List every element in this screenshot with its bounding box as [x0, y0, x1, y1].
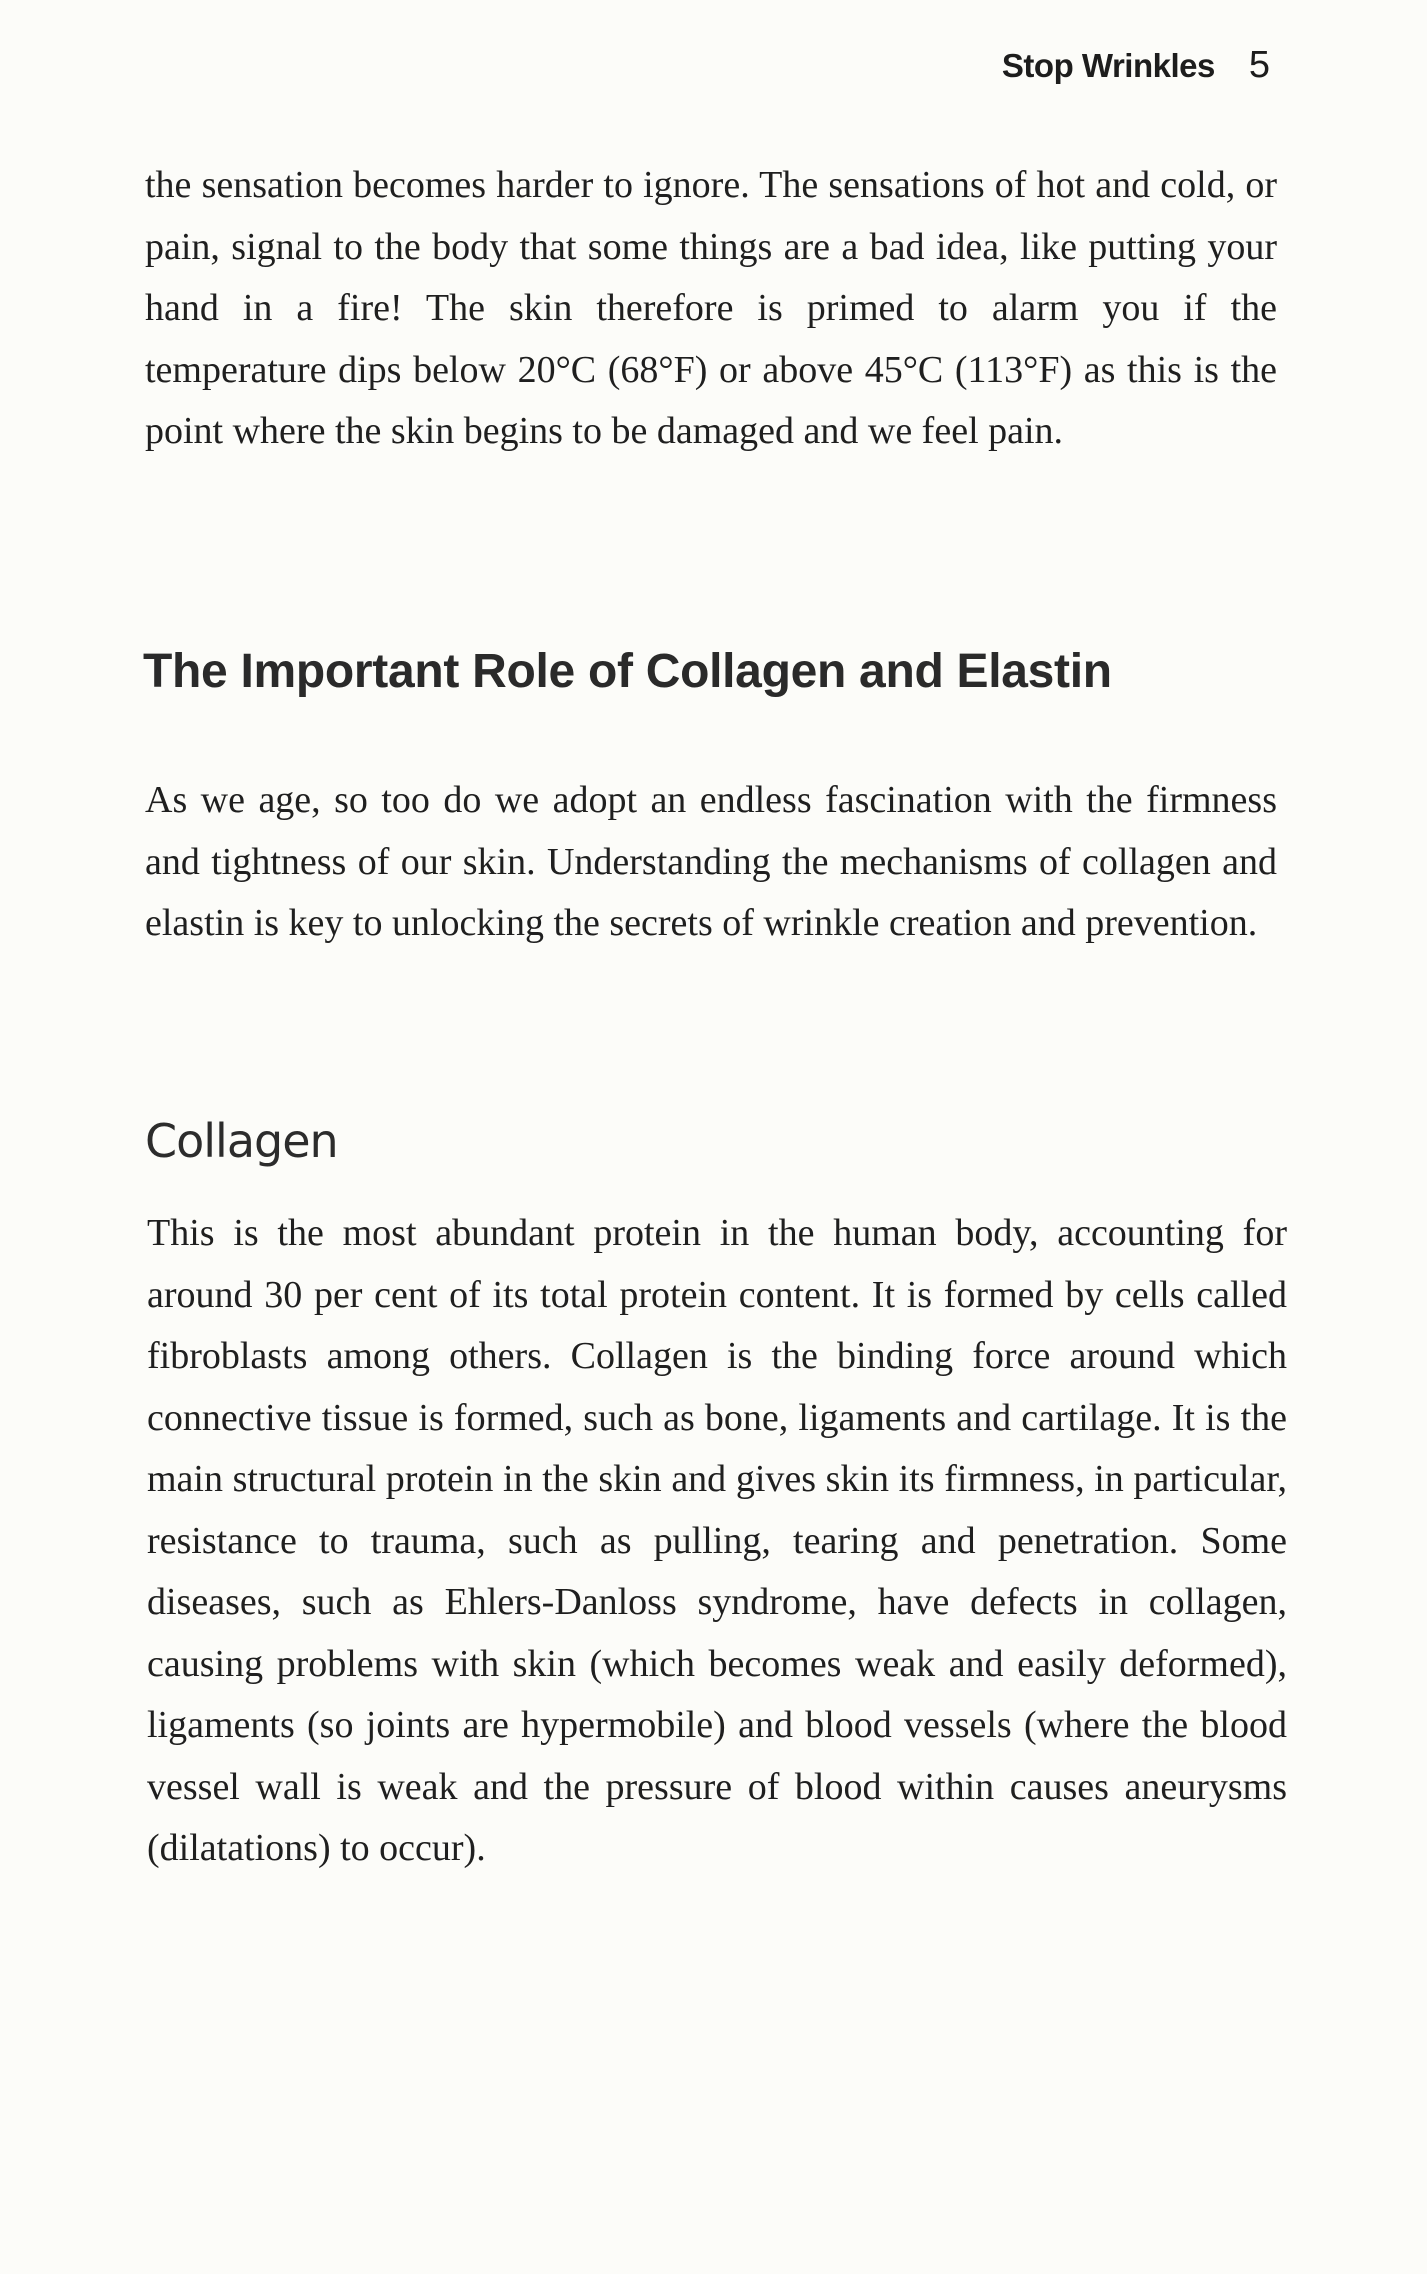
paragraph-collagen: This is the most abundant protein in the human body, accounting for around 30 per cent of its total protein content. It is formed by cells called fibroblasts among others. Collagen is the binding force around which connective tissue is formed, such as bone, ligaments and cartilage. It is the main structural protein in the skin and gives skin its firmness, in particular, resistance to trauma, such as pulling, tearing and penetration. Some diseases, such as Ehlers-Danloss syndrome, have defects in collagen, causing problems with skin (which becomes weak and easily deformed), ligaments (so joints are hypermobile) and blood vessels (where the blood vessel wall is weak and the pressure of blood within causes aneurysms (dilatations) to occur).	[147, 1212, 1287, 1869]
subsection-heading: Collagen	[145, 1114, 338, 1168]
section-heading: The Important Role of Collagen and Elastin	[143, 645, 1112, 698]
running-header	[1002, 44, 1270, 87]
page-number: 5	[1248, 44, 1270, 86]
paragraph-intro: the sensation becomes harder to ignore. The sensations of hot and cold, or pain, signal to the body that some things are a bad idea, like putting your hand in a fire! The skin therefore is primed to alarm you if the temperature dips below 20°C (68°F) or above 45°C (113°F) as this is the point where the skin begins to be damaged and we feel pain.	[145, 164, 1277, 452]
running-title: Stop Wrinkles	[1001, 47, 1215, 84]
paragraph-role: As we age, so too do we adopt an endless fascination with the firmness and tightness of our skin. Understanding the mechanisms of collagen and elastin is key to unlocking the secrets of wrinkle creation and prevention.	[145, 779, 1277, 944]
